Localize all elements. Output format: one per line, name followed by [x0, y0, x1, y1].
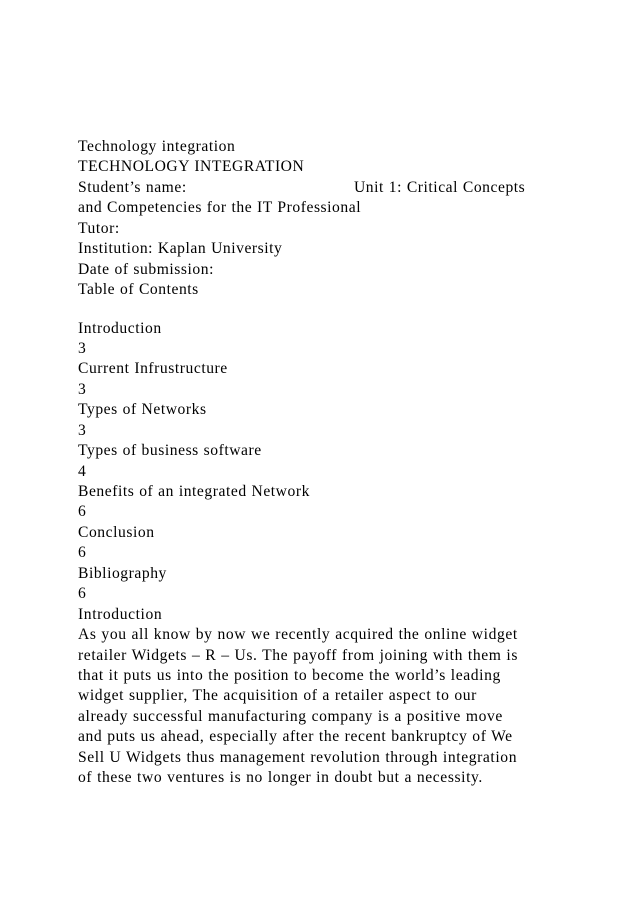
tutor-label: Tutor: — [78, 219, 120, 237]
paragraph-line: of these two ventures is no longer in doubt but a necessity. — [78, 769, 483, 787]
toc-entry-page: 6 — [78, 585, 87, 603]
section-heading: Introduction — [78, 605, 163, 623]
table-of-contents-heading: Table of Contents — [78, 281, 199, 299]
paragraph-line: that it puts us into the position to become the world’s leading — [78, 666, 501, 684]
unit-title-continued: and Competencies for the IT Professional — [78, 199, 362, 217]
toc-entry-page: 4 — [78, 462, 87, 480]
toc-entry-page: 6 — [78, 544, 87, 562]
toc-entry-page: 3 — [78, 421, 87, 439]
paragraph-line: Sell U Widgets thus management revolution through integration — [78, 748, 518, 766]
institution-line: Institution: Kaplan University — [78, 240, 283, 258]
paragraph-line: widget supplier, The acquisition of a retailer aspect to our — [78, 687, 477, 705]
toc-entry-title[interactable]: Bibliography — [78, 564, 167, 582]
paragraph-line: already successful manufacturing company is a positive move — [78, 707, 503, 725]
toc-entry-title[interactable]: Conclusion — [78, 523, 155, 541]
document-page — [78, 137, 623, 789]
unit-title: Unit 1: Critical Concepts — [354, 178, 526, 196]
running-head: Technology integration — [78, 138, 236, 155]
document-title: TECHNOLOGY INTEGRATION — [78, 158, 305, 176]
toc-entry-title[interactable]: Benefits of an integrated Network — [78, 483, 310, 500]
student-name-label: Student’s name: — [78, 178, 187, 196]
paragraph-line: As you all know by now we recently acquired the online widget — [78, 626, 518, 644]
toc-entry-title[interactable]: Introduction — [78, 319, 162, 337]
table-of-contents — [78, 319, 623, 605]
toc-entry-page: 6 — [78, 503, 87, 521]
toc-entry-title[interactable]: Current Infrustructure — [78, 360, 228, 378]
date-of-submission-label: Date of submission: — [78, 260, 214, 278]
introduction-section — [78, 605, 623, 789]
toc-entry-title[interactable]: Types of Networks — [78, 401, 207, 419]
student-name-line — [78, 178, 623, 198]
toc-entry-page: 3 — [78, 339, 87, 357]
toc-entry-page: 3 — [78, 380, 87, 398]
paragraph-line: retailer Widgets – R – Us. The payoff from joining with them is — [78, 646, 518, 664]
toc-entry-title[interactable]: Types of business software — [78, 442, 262, 460]
paragraph-line: and puts us ahead, especially after the recent bankruptcy of We — [78, 728, 513, 746]
blank-line — [78, 301, 623, 319]
